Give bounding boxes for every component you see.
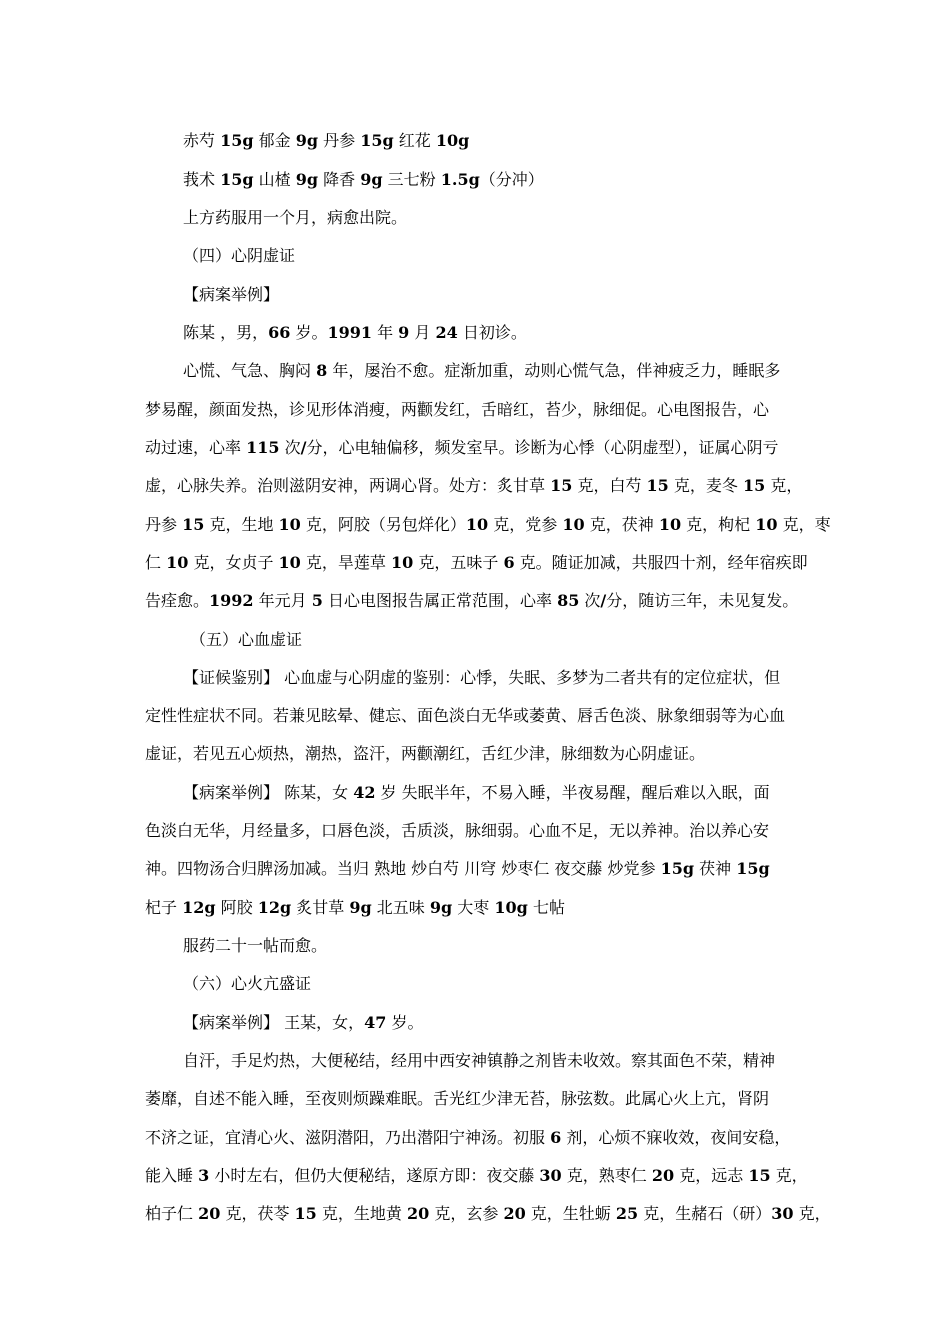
text-line: 【病案举例】 陈某，女 42 岁 失眠半年，不易入睡，半夜易醒，醒后难以入眠，面 (183, 783, 770, 802)
text-line: 动过速，心率 115 次/分，心电轴偏移，频发室早。诊断为心悸（心阴虚型），证属心阴亏 (145, 438, 779, 457)
text-line: 萎靡，自述不能入睡，至夜则烦躁难眠。舌光红少津无苔，脉弦数。此属心火上亢，肾阴 (145, 1089, 770, 1108)
text-line: 告痊愈。1992 年元月 5 日心电图报告属正常范围，心率 85 次/分，随访三年，未见复发。 (145, 591, 799, 610)
text-line: 陈某 ，男，66 岁。1991 年 9 月 24 日初诊。 (183, 323, 527, 342)
text-line: 赤芍 15g 郁金 9g 丹参 15g 红花 10g (183, 131, 470, 150)
case-heading: 【病案举例】 (183, 285, 280, 304)
text-line: 【病案举例】 王某，女，47 岁。 (183, 1013, 424, 1032)
section-heading: （四）心阴虚证 (183, 246, 296, 265)
text-line: 不济之证，宜清心火、滋阴潜阳，乃出潜阳宁神汤。初服 6 剂，心烦不寐收效，夜间安稳， (145, 1128, 791, 1147)
text-line: 心慌、气急、胸闷 8 年，屡治不愈。症渐加重，动则心慌气急，伴神疲乏力，睡眠多 (183, 361, 781, 380)
text-line: 柏子仁 20 克，茯苓 15 克，生地黄 20 克，玄参 20 克，生牡蛎 25 克，生赭石（研）30 克， (145, 1204, 831, 1223)
text-line: 虚，心脉失养。治则滋阴安神，两调心肾。处方：炙甘草 15 克，白芍 15 克，麦冬 15 克， (145, 476, 803, 495)
text-line: 自汗，手足灼热，大便秘结，经用中西安神镇静之剂皆未收效。察其面色不荣，精神 (183, 1051, 776, 1070)
text-line: 色淡白无华，月经量多，口唇色淡，舌质淡，脉细弱。心血不足，无以养神。治以养心安 (145, 821, 770, 840)
text-line: 【证候鉴别】 心血虚与心阴虚的鉴别：心悸，失眠、多梦为二者共有的定位症状，但 (183, 668, 781, 687)
text-line: 虚证，若见五心烦热，潮热，盗汗，两颧潮红，舌红少津，脉细数为心阴虚证。 (145, 744, 706, 763)
section-heading: （五）心血虚证 (190, 630, 303, 649)
section-heading: （六）心火亢盛证 (183, 974, 312, 993)
text-line: 服药二十一帖而愈。 (183, 936, 328, 955)
text-line: 莪术 15g 山楂 9g 降香 9g 三七粉 1.5g（分冲） (183, 170, 544, 189)
text-line: 丹参 15 克，生地 10 克，阿胶（另包烊化）10 克，党参 10 克，茯神 10 克，枸杞 10 克，枣 (145, 515, 831, 534)
text-line: 梦易醒，颜面发热，诊见形体消瘦，两颧发红，舌暗红，苔少，脉细促。心电图报告，心 (145, 400, 770, 419)
text-line: 能入睡 3 小时左右，但仍大便秘结，遂原方即：夜交藤 30 克，熟枣仁 20 克，远志 15 克， (145, 1166, 808, 1185)
text-line: 杞子 12g 阿胶 12g 炙甘草 9g 北五味 9g 大枣 10g 七帖 (145, 898, 565, 917)
text-line: 仁 10 克，女贞子 10 克，旱莲草 10 克，五味子 6 克。随证加减，共服四十剂，经年宿疾即 (145, 553, 808, 572)
text-line: 神。四物汤合归脾汤加减。当归 熟地 炒白芍 川穹 炒枣仁 夜交藤 炒党参 15g 茯神 15g (145, 859, 770, 878)
text-line: 定性性症状不同。若兼见眩晕、健忘、面色淡白无华或萎黄、唇舌色淡、脉象细弱等为心血 (145, 706, 786, 725)
text-line: 上方药服用一个月，病愈出院。 (183, 208, 408, 227)
